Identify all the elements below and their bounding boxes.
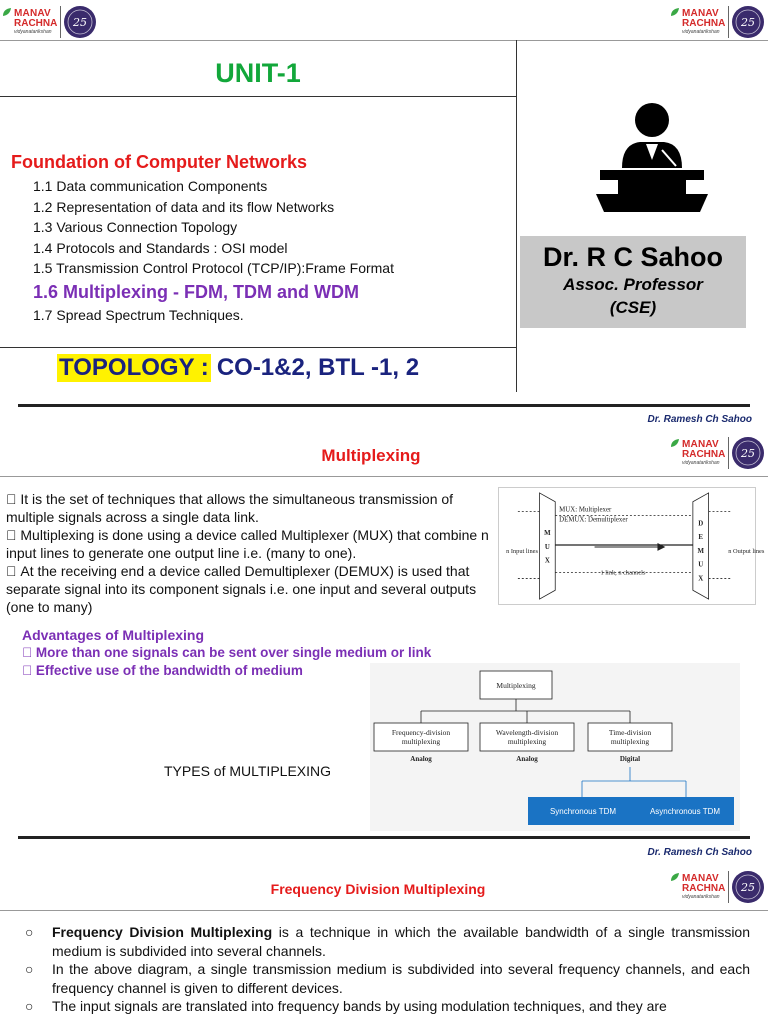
slide2-title: Multiplexing (321, 446, 421, 465)
type-line2: multiplexing (610, 737, 650, 746)
logo-brand-line2: RACHNA (14, 17, 58, 29)
fdm-bullet-list (18, 923, 750, 1016)
logo-brand-line2: RACHNA (682, 882, 726, 894)
course-title: Foundation of Computer Networks (11, 152, 307, 172)
types-root: Multiplexing (496, 681, 536, 690)
slide2-bottom-rule (18, 836, 750, 839)
author-credit: Dr. Ramesh Ch Sahoo (647, 414, 752, 425)
logo-wordmark (0, 3, 57, 41)
multiplexing-description (6, 490, 492, 616)
type-line2: multiplexing (401, 737, 441, 746)
slide1-bottom-rule (18, 404, 750, 407)
unit-title: UNIT-1 (215, 58, 301, 88)
type-line2: multiplexing (507, 737, 547, 746)
logo-tagline: vidyanatarikshan (682, 893, 720, 900)
bullet-icon: ○ (25, 961, 34, 977)
lecturer-podium-icon (592, 100, 712, 215)
type-line1: Frequency-division (391, 728, 451, 737)
type-kind: Digital (619, 755, 641, 763)
advantage-item: More than one signals can be sent over single medium or link (22, 645, 418, 660)
type-line1: Time-division (608, 728, 652, 737)
mux-letter: X (544, 557, 550, 565)
logo-brand-line1: MANAV (682, 7, 719, 19)
professor-role: Assoc. Professor (563, 275, 703, 294)
manav-rachna-logo (668, 2, 764, 42)
toc-item: 1.5 Transmission Control Protocol (TCP/IP):Frame Format (33, 260, 394, 276)
vertical-divider (516, 40, 517, 392)
professor-name: Dr. R C Sahoo (542, 242, 724, 272)
demux-letter: U (698, 561, 704, 569)
topology-value: CO-1&2, BTL -1, 2 (216, 354, 420, 381)
mux-legend: MUX: Multiplexer (559, 506, 612, 514)
description-paragraph: It is the set of techniques that allows the simultaneous transmission of multiple signals across a single data link. (6, 491, 491, 525)
author-credit: Dr. Ramesh Ch Sahoo (647, 847, 752, 858)
logo-divider (60, 6, 61, 38)
table-of-contents (33, 176, 513, 325)
toc-item-highlight: 1.6 Multiplexing - FDM, TDM and WDM (33, 281, 359, 302)
description-paragraph: At the receiving end a device called Demultiplexer (DEMUX) is used that separate signal into its component signals i.e. one input and several outputs (one to many) (6, 563, 477, 615)
type-kind: Analog (410, 755, 432, 763)
item-text: In the above diagram, a single transmission medium is subdivided into several frequency channels, and each frequency channel is given to different devices. (52, 961, 750, 996)
logo-brand-line2: RACHNA (682, 17, 726, 29)
mux-letter: M (544, 530, 551, 538)
list-item (18, 997, 750, 1016)
toc-item: 1.1 Data communication Components (33, 178, 268, 194)
logo-wordmark (668, 3, 725, 41)
output-lines-label: n Output lines (728, 547, 765, 555)
manav-rachna-logo (0, 2, 96, 42)
type-kind: Analog (516, 755, 538, 763)
list-item (18, 960, 750, 997)
toc-item: 1.3 Various Connection Topology (33, 219, 238, 235)
toc-divider (0, 347, 516, 348)
top-divider (0, 40, 768, 41)
item-text: is a technique in which the available bandwidth of a single transmission medium is subdivided into several channels. (52, 924, 750, 959)
toc-item: 1.4 Protocols and Standards : OSI model (33, 239, 288, 256)
slide2-title-rule (0, 476, 768, 477)
demux-letter: X (698, 575, 704, 583)
svg-text:25: 25 (741, 447, 756, 460)
mux-demux-diagram (498, 487, 765, 605)
logo-brand-line1: MANAV (682, 872, 719, 884)
types-label: TYPES of MULTIPLEXING (164, 763, 332, 779)
logo-brand-line1: MANAV (682, 438, 719, 450)
list-item (18, 923, 750, 960)
item-text: The input signals are translated into frequency bands by using modulation techniques, and they are (52, 998, 667, 1014)
logo-divider (728, 6, 729, 38)
advantages-title: Advantages of Multiplexing (22, 627, 205, 643)
logo-tagline: vidyanatarikshan (682, 28, 720, 35)
unit-divider (0, 96, 516, 97)
item-bold: Frequency Division Multiplexing (52, 924, 273, 940)
logo-tagline: vidyanatarikshan (14, 28, 52, 35)
svg-text:25: 25 (741, 16, 756, 29)
leaf-icon (2, 7, 12, 17)
tdm-type: Asynchronous TDM (649, 807, 721, 816)
type-line1: Wavelength-division (495, 728, 559, 737)
toc-item: 1.7 Spread Spectrum Techniques. (33, 306, 244, 323)
logo-brand-line1: MANAV (14, 7, 51, 19)
anniversary-seal-icon (64, 6, 96, 38)
demux-letter: E (698, 534, 704, 542)
advantage-item: Effective use of the bandwidth of medium (22, 663, 290, 678)
multiplexing-types-diagram (370, 663, 740, 831)
slide3-title-rule (0, 910, 768, 911)
topology-key: TOPOLOGY : (59, 354, 209, 381)
professor-dept: (CSE) (609, 298, 657, 317)
bullet-icon: ○ (25, 924, 34, 940)
demux-letter: M (697, 547, 704, 555)
demux-legend: DEMUX: Demultiplexer (559, 516, 628, 524)
description-paragraph: Multiplexing is done using a device called Multiplexer (MUX) that combine n input lines to generate one output line i.e. (many to one). (6, 527, 475, 561)
svg-text:25: 25 (73, 16, 88, 29)
logo-tagline: vidyanatarikshan (682, 459, 720, 466)
slide3-title: Frequency Division Multiplexing (270, 881, 486, 897)
professor-card (520, 236, 746, 328)
link-label: 1 link, n channels (600, 569, 646, 577)
anniversary-seal-icon (732, 6, 764, 38)
input-lines-label: n Input lines (506, 547, 538, 555)
logo-brand-line2: RACHNA (682, 448, 726, 460)
leaf-icon (670, 7, 680, 17)
demux-letter: D (698, 520, 704, 528)
bullet-icon: ○ (25, 998, 34, 1014)
svg-text:25: 25 (741, 881, 756, 894)
tdm-type: Synchronous TDM (549, 807, 617, 816)
topology-line (57, 354, 419, 382)
mux-letter: U (544, 543, 550, 551)
toc-item: 1.2 Representation of data and its flow Networks (33, 198, 335, 215)
